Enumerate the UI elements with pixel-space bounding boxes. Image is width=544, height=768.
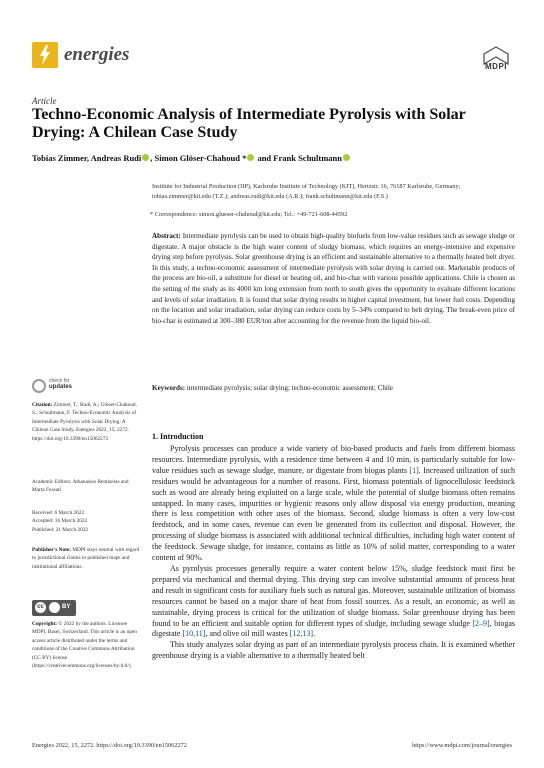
orcid-icon[interactable] (247, 154, 254, 161)
dates-block (32, 509, 140, 534)
energies-logo-icon (32, 42, 58, 68)
introduction-body (152, 444, 515, 662)
orcid-icon[interactable] (343, 154, 350, 161)
paper-title: Techno-Economic Analysis of Intermediate Pyrolysis with Solar Drying: A Chilean Case Study (32, 106, 466, 141)
copyright-text: © 2022 by the authors. Licensee MDPI, Basel, Switzerland. This article is an open access article distributed under the terms and conditions of the Creative Commons Attribution (CC BY) license (https://creativecommons.org/licenses/by/4.0/). (32, 621, 137, 670)
citation-text: Zimmer, T.; Rudi, A.; Glöser-Chahoud, S.; Schultmann, F. Techno-Economic Analysis of Intermediate Pyrolysis with Solar Drying: A Chilean Case Study. Energies 2022, 15, 2272. https://doi.org/10.3390/en15062272 (32, 402, 137, 442)
citation-block (32, 401, 140, 443)
citation-link[interactable]: [1] (409, 465, 419, 475)
accepted-date: Accepted: 16 March 2022 (32, 518, 88, 525)
paragraph: Pyrolysis processes can produce a wide variety of bio-based products and fuels from different biomass resources. Intermediate pyrolysis, with a residence time between 4 and 10 min, is particularly suitable for low-value residues such as sewage sludge, manure, or digestate from biogas plants [1]. Increased utilization of such residues would be advantageous for a number of reasons. First, biomass potentials of lignocellulosic feedstock such as wood are already being exploited on a large scale, while the potential of sludge biomass often remains untapped. In many cases, impurities or hygienic reasons only allow disposal via energy production, meaning there is less competition with other uses of the biomass. Second, sludge biomass is often a very low-cost feedstock, and in some cases, revenue can even be generated from its collection and disposal. However, the processing of sludge biomass is associated with additional technical difficulties, including high water content of the feedstock. Sewage sludge, for instance, contains as little as 10% of solid matter, corresponding to a water content of 90%. (152, 444, 515, 563)
keywords-text: intermediate pyrolysis; solar drying; techno-economic assessment; Chile (186, 384, 393, 392)
citation-link[interactable]: [2–9] (472, 618, 490, 628)
citation-footer: Energies 2022, 15, 2272. https://doi.org/10.3390/en15062272 (32, 742, 187, 749)
check-updates-icon (32, 379, 46, 393)
paragraph: This study analyzes solar drying as part of an intermediate pyrolysis process chain. It is examined whether greenhouse drying is a viable alternative to a thermally heated belt (152, 640, 515, 661)
orcid-icon[interactable] (142, 154, 149, 161)
author-names-2: , Simon Glöser-Chahoud * (150, 153, 247, 163)
person-icon (49, 602, 60, 613)
publisher-note-text: MDPI stays neutral with regard to jurisdictional claims in published maps and institutional affiliations. (32, 547, 140, 570)
section-heading: 1. Introduction (152, 432, 204, 441)
lightning-icon (38, 45, 52, 65)
author-names-3: and Frank Schultmann (255, 153, 343, 163)
check-big-text: updates (49, 384, 73, 390)
published-date: Published: 21 March 2022 (32, 526, 89, 533)
paragraph: As pyrolysis processes generally require a water content below 15%, sludge feedstock must first be prepared via mechanical and thermal drying. This drying step can involve substantial amounts of process heat and result in significant costs for auxiliary fuels such as natural gas. Moreover, sustainable utilization of biomass resources cannot be based on a major share of heat from fossil sources. As a result, an economic, as well as sustainable, drying process is critical for the utilization of sludge biomass. Solar greenhouse drying has been found to be an efficient and suitable option for different types of sludge, including sewage sludge [2–9], biogas digestate [10,11], and olive oil mill wastes [12,13]. (152, 563, 515, 639)
publisher-name: MDPI (485, 62, 507, 71)
publisher-note (32, 546, 140, 571)
editors-block: Academic Editors: Athanasios Rentizelas and Marta Fossati (32, 479, 129, 494)
article-type: Article (32, 96, 57, 106)
citation-link[interactable]: [10,11] (182, 629, 206, 639)
check-for-updates-badge[interactable] (32, 377, 92, 397)
abstract (152, 231, 515, 326)
check-small-text: check for (49, 378, 70, 384)
received-date: Received: 6 March 2022 (32, 510, 85, 516)
abstract-text: Intermediate pyrolysis can be used to obtain high-quality biofuels from low-value residues such as sewage sludge or digestate. A major obstacle is the high water content of sludgy biomass, which requires an energy-intensive and expensive drying step before pyrolysis. Solar greenhouse drying is an efficient and sustainable alternative to a thermally heated belt dryer. In this study, a techno-economic assessment of intermediate pyrolysis with solar drying is carried out. Marketable products of the process are bio-oil, a substitute for diesel or heating oil, and bio-char with various possible applications. Chile is chosen as the setting of the study as its 4000 km long extension from north to south gives the opportunity to evaluate different locations and levels of solar irradiation. It is found that solar drying results in higher capital investment, but lower fuel costs. Depending on the location and solar irradiation, solar drying can reduce costs by 5–34% compared to belt drying. The break-even price of bio-char is estimated at 300–380 EUR/ton after accounting for the revenue from the liquid bio-oil. (152, 232, 516, 325)
copyright-block (32, 620, 140, 670)
keywords (152, 384, 515, 392)
abstract-label: Abstract: (152, 232, 181, 240)
citation-label: Citation: (32, 402, 53, 408)
author-list (32, 153, 512, 163)
journal-url[interactable]: https://www.mdpi.com/journal/energies (412, 742, 512, 749)
keywords-label: Keywords: (152, 384, 186, 392)
copyright-label: Copyright: (32, 621, 58, 627)
cc-by-license-icon[interactable]: cc BY (32, 600, 76, 616)
citation-link[interactable]: [12,13] (289, 629, 314, 639)
publisher-note-label: Publisher's Note: (32, 547, 71, 553)
journal-name: energies (64, 44, 130, 65)
author-names-1: Tobias Zimmer, Andreas Rudi (32, 153, 142, 163)
correspondence: * Correspondence: simon.glueser-chahoud@kit.edu; Tel.: +49-721-608-44592 (150, 211, 348, 218)
cc-by-label: BY (62, 604, 71, 610)
affiliation: Institute for Industrial Production (IIP), Karlsruhe Institute of Technology (KIT), Hertzstr. 16, 76187 Karlsruhe, Germany; tobias.zimmer@kit.edu (T.Z.); andreas.rudi@kit.edu (A.R.); frank.schultmann@kit.edu (F.S.) (152, 183, 461, 200)
journal-header (32, 42, 512, 82)
